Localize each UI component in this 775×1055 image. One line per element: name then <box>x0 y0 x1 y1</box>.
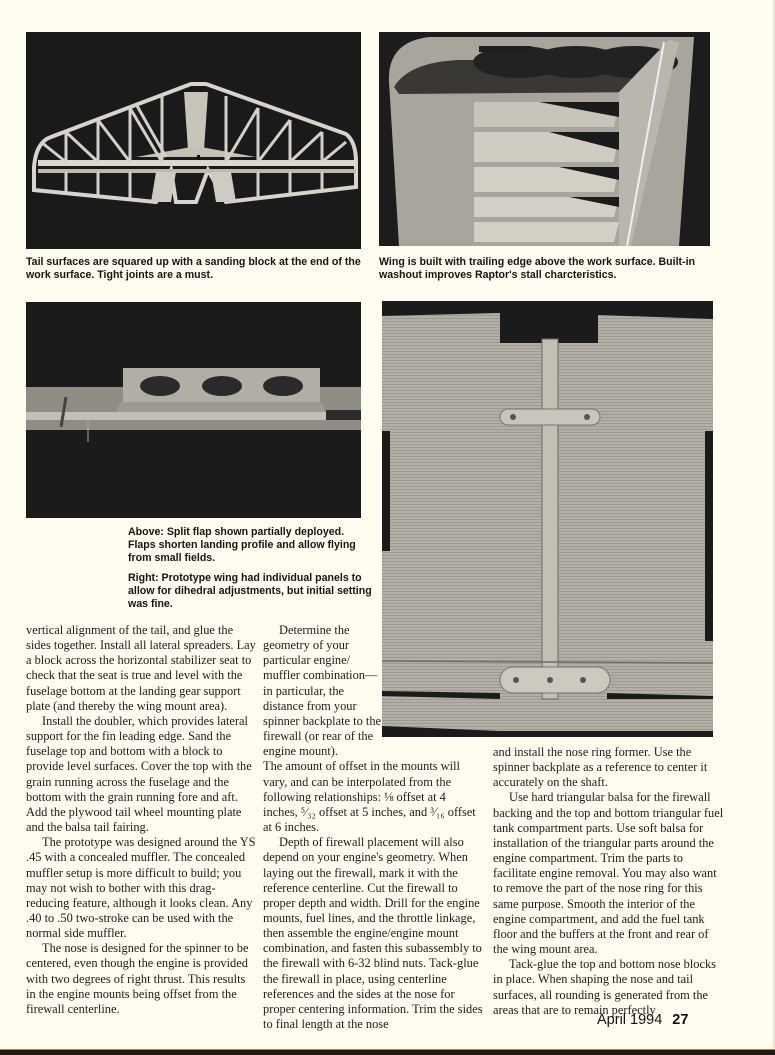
wing-photo-caption: Wing is built with trailing edge above the work surface. Built-in washout improves Raptor's stall charcteristics. <box>379 256 695 281</box>
flap-photo-caption: Above: Split flap shown partially deployed. Flaps shorten landing profile and allow flying from small fields. <box>128 526 356 564</box>
paragraph: The prototype was designed around the YS .45 with a concealed muffler. The concealed muffler setup is more difficult to build; you may not wish to bother with this drag-reducing feature, although it looks clean. Any .40 to .50 two-stroke can be used with the normal side muffler. <box>26 835 256 941</box>
tail-surfaces-photo <box>26 32 361 249</box>
paragraph: and install the nose ring former. Use the spinner backplate as a reference to center it accurately on the shaft. <box>493 745 708 790</box>
issue-date: April 1994 <box>597 1012 663 1028</box>
paragraph: The nose is designed for the spinner to be centered, even though the engine is provided with two degrees of right thrust. This results in the engine mounts being offset from the firewall centerline. <box>26 941 249 1016</box>
article-column-1 <box>26 623 258 1017</box>
paragraph: Install the doubler, which provides lateral support for the fin leading edge. Sand the fuselage top and bottom with a block to provide level surfaces. Cover the top with the grain running across the fuselage and the bottom with the grain running fore and aft. Add the plywood tail wheel mounting plate and the balsa tail fairing. <box>26 713 252 835</box>
page-bottom-edge <box>0 1049 775 1055</box>
article-column-2 <box>263 623 483 1032</box>
prototype-wing-caption: Right: Prototype wing had individual panels to allow for dihedral adjustments, but initial setting was fine. <box>128 572 372 610</box>
paragraph: vertical alignment of the tail, and glue the sides together. Install all lateral spreaders. Lay a block across the horizontal stabilizer seat to check that the seat is true and level with the fuselage bottom at the landing gear support plate (and thereby the wing mount area). <box>26 623 256 713</box>
paragraph: The amount of offset in the mounts will vary, and can be interpolated from the following relationships: ⅛ offset at 4 inches, ⁵⁄₃₂ offset at 5 inches, and ³⁄₁₆ offset at 6 inches. <box>263 759 476 835</box>
paragraph: Depth of firewall placement will also depend on your engine's geometry. When laying out the firewall, mark it with the reference centerline. Cut the firewall to proper depth and width. Drill for the engine mounts, fuel lines, and the throttle linkage, then assemble the engine/engine mount combination, and fasten this subassembly to the firewall with 6-32 blind nuts. Tack-glue the firewall in place, using centerline references and the sides at the nose for proper centering information. Trim the sides to final length at the nose <box>263 835 483 1032</box>
paragraph: Determine the geometry of your particular engine/ muffler combination—in particular, the distance from your spinner backplate to the firewall (or rear of the engine mount). <box>263 623 382 759</box>
page-number: 27 <box>672 1012 689 1028</box>
paragraph: Tack-glue the top and bottom nose blocks in place. When shaping the nose and tail surfaces, all rounding is generated from the areas that are to remain perfectly <box>493 957 716 1017</box>
split-flap-photo <box>26 302 361 518</box>
wing-construction-photo <box>379 32 710 246</box>
page-footer <box>597 1012 688 1028</box>
article-column-3 <box>493 745 725 1018</box>
tail-photo-caption: Tail surfaces are squared up with a sanding block at the end of the work surface. Tight joints are a must. <box>26 256 361 281</box>
paragraph: Use hard triangular balsa for the firewall backing and the top and bottom triangular fuel tank compartment parts. Use soft balsa for installation of the triangular parts around the engine compartment. Trim the parts to facilitate engine removal. You may also want to remove the part of the nose ring for this same purpose. Smooth the interior of the engine compartment, and add the fuel tank floor and the buffers at the front and rear of the wing mount area. <box>493 790 724 957</box>
